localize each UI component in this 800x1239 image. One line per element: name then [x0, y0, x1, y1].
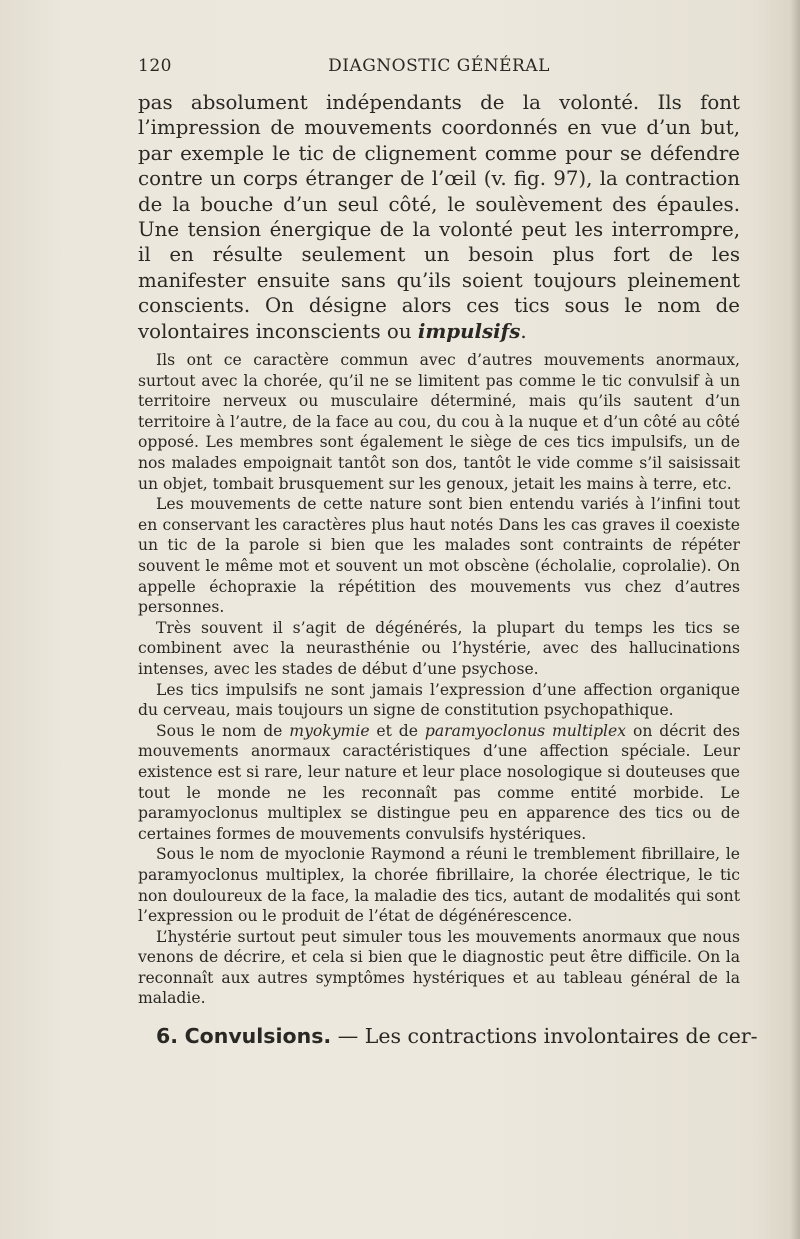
emphasis-impulsifs: impulsifs [417, 318, 521, 343]
paragraph-degeneres: Très souvent il s’agit de dégénérés, la plupart du temps les tics se combinent avec la neurasthénie ou l’hystérie, avec des hallucinations intenses, avec les stades de début d’une psychose. [138, 618, 740, 678]
small-print-block [138, 350, 740, 1009]
term-myokymie: myokymie [289, 721, 370, 740]
paragraph-hysterie: L’hystérie surtout peut simuler tous les mouvements anormaux que nous venons de décrire, et cela si bien que le diagnostic peut être difficile. On la reconnaît aux autres symptômes hystériques et au tableau général de la maladie. [138, 927, 740, 1008]
myokymie-text-a: Sous le nom de [156, 721, 290, 740]
section-title: Convulsions. [184, 1024, 332, 1049]
paragraph-anomalous-movements: Ils ont ce caractère commun avec d’autres mouvements anormaux, surtout avec la chorée, qu’il ne se limitent pas comme le tic convulsif à un territoire nerveux ou musculaire déterminé, mais qu’ils sautent d’un territoire à l’autre, de la face au cou, du cou à la nuque et d’un côté au côté opposé. Les membres sont également le siège de ces tics impulsifs, un de nos malades empoignait tantôt son dos, tantôt le vide comme s’il saisissait un objet, tombait brusquement sur les genoux, jetait les mains à terre, etc. [138, 351, 740, 493]
section-number: 6. [156, 1024, 179, 1049]
paragraph-myoclonie: Sous le nom de myoclonie Raymond a réuni le tremblement fibrillaire, le paramyoclonus multiplex, la chorée fibrillaire, la chorée électrique, le tic non douloureux de la face, la maladie des tics, autant de modalités qui sont l’expression ou le produit de l’état de dégénérescence. [138, 845, 740, 926]
paragraph-intro-text: pas absolument indépendants de la volonté. Ils font l’impression de mouvements coordonnés en vue d’un but, par exemple le tic de clignement comme pour se défendre contre un corps étranger de l’œil (v. fig. 97), la contraction de la bouche d’un seul côté, le soulèvement des épaules. Une tension énergique de la volonté peut les interrompre, il en résulte seulement un besoin plus fort de les manifester ensuite sans qu’ils soient toujours pleinement conscients. On désigne alors ces tics sous le nom de volontaires inconscients ou [138, 91, 740, 343]
paragraph-variety: Les mouvements de cette nature sont bien entendu variés à l’infini tout en conservant les caractères plus haut notés Dans les cas graves il coexiste un tic de la parole si bien que les malades sont contraints de répéter souvent le même mot et souvent un mot obscène (écholalie, coprolalie). On appelle échopraxie la répétition des mouvements vus chez d’autres personnes. [138, 495, 740, 617]
term-paramyoclonus: paramyoclonus multiplex [424, 721, 627, 740]
section-heading-convulsions [138, 1023, 758, 1049]
page-body [138, 90, 758, 1049]
paragraph-intro-end: . [520, 319, 527, 343]
page-number: 120 [138, 56, 172, 76]
paragraph-intro [138, 90, 740, 344]
myokymie-text-b: et de [369, 721, 425, 740]
myokymie-text-c: on décrit des mouvements anormaux caractéristiques d’une affection spéciale. Leur existence est si rare, leur nature et leur place nosologique si douteuses que tout le monde ne les reconnaît pas comme entité morbide. Le paramyoclonus multiplex se distingue peu en apparence des tics ou de certaines formes de mouvements convulsifs hystériques. [138, 721, 741, 843]
paragraph-tics-impulsifs: Les tics impulsifs ne sont jamais l’expression d’une affection organique du cerveau, mais toujours un signe de constitution psychopathique. [138, 680, 740, 720]
page-edge-shadow [790, 0, 800, 1239]
section-dash: — [331, 1024, 365, 1049]
running-title: DIAGNOSTIC GÉNÉRAL [328, 56, 550, 76]
paragraph-myokymie [138, 721, 740, 845]
section-text: Les contractions involontaires de cer- [364, 1024, 758, 1049]
